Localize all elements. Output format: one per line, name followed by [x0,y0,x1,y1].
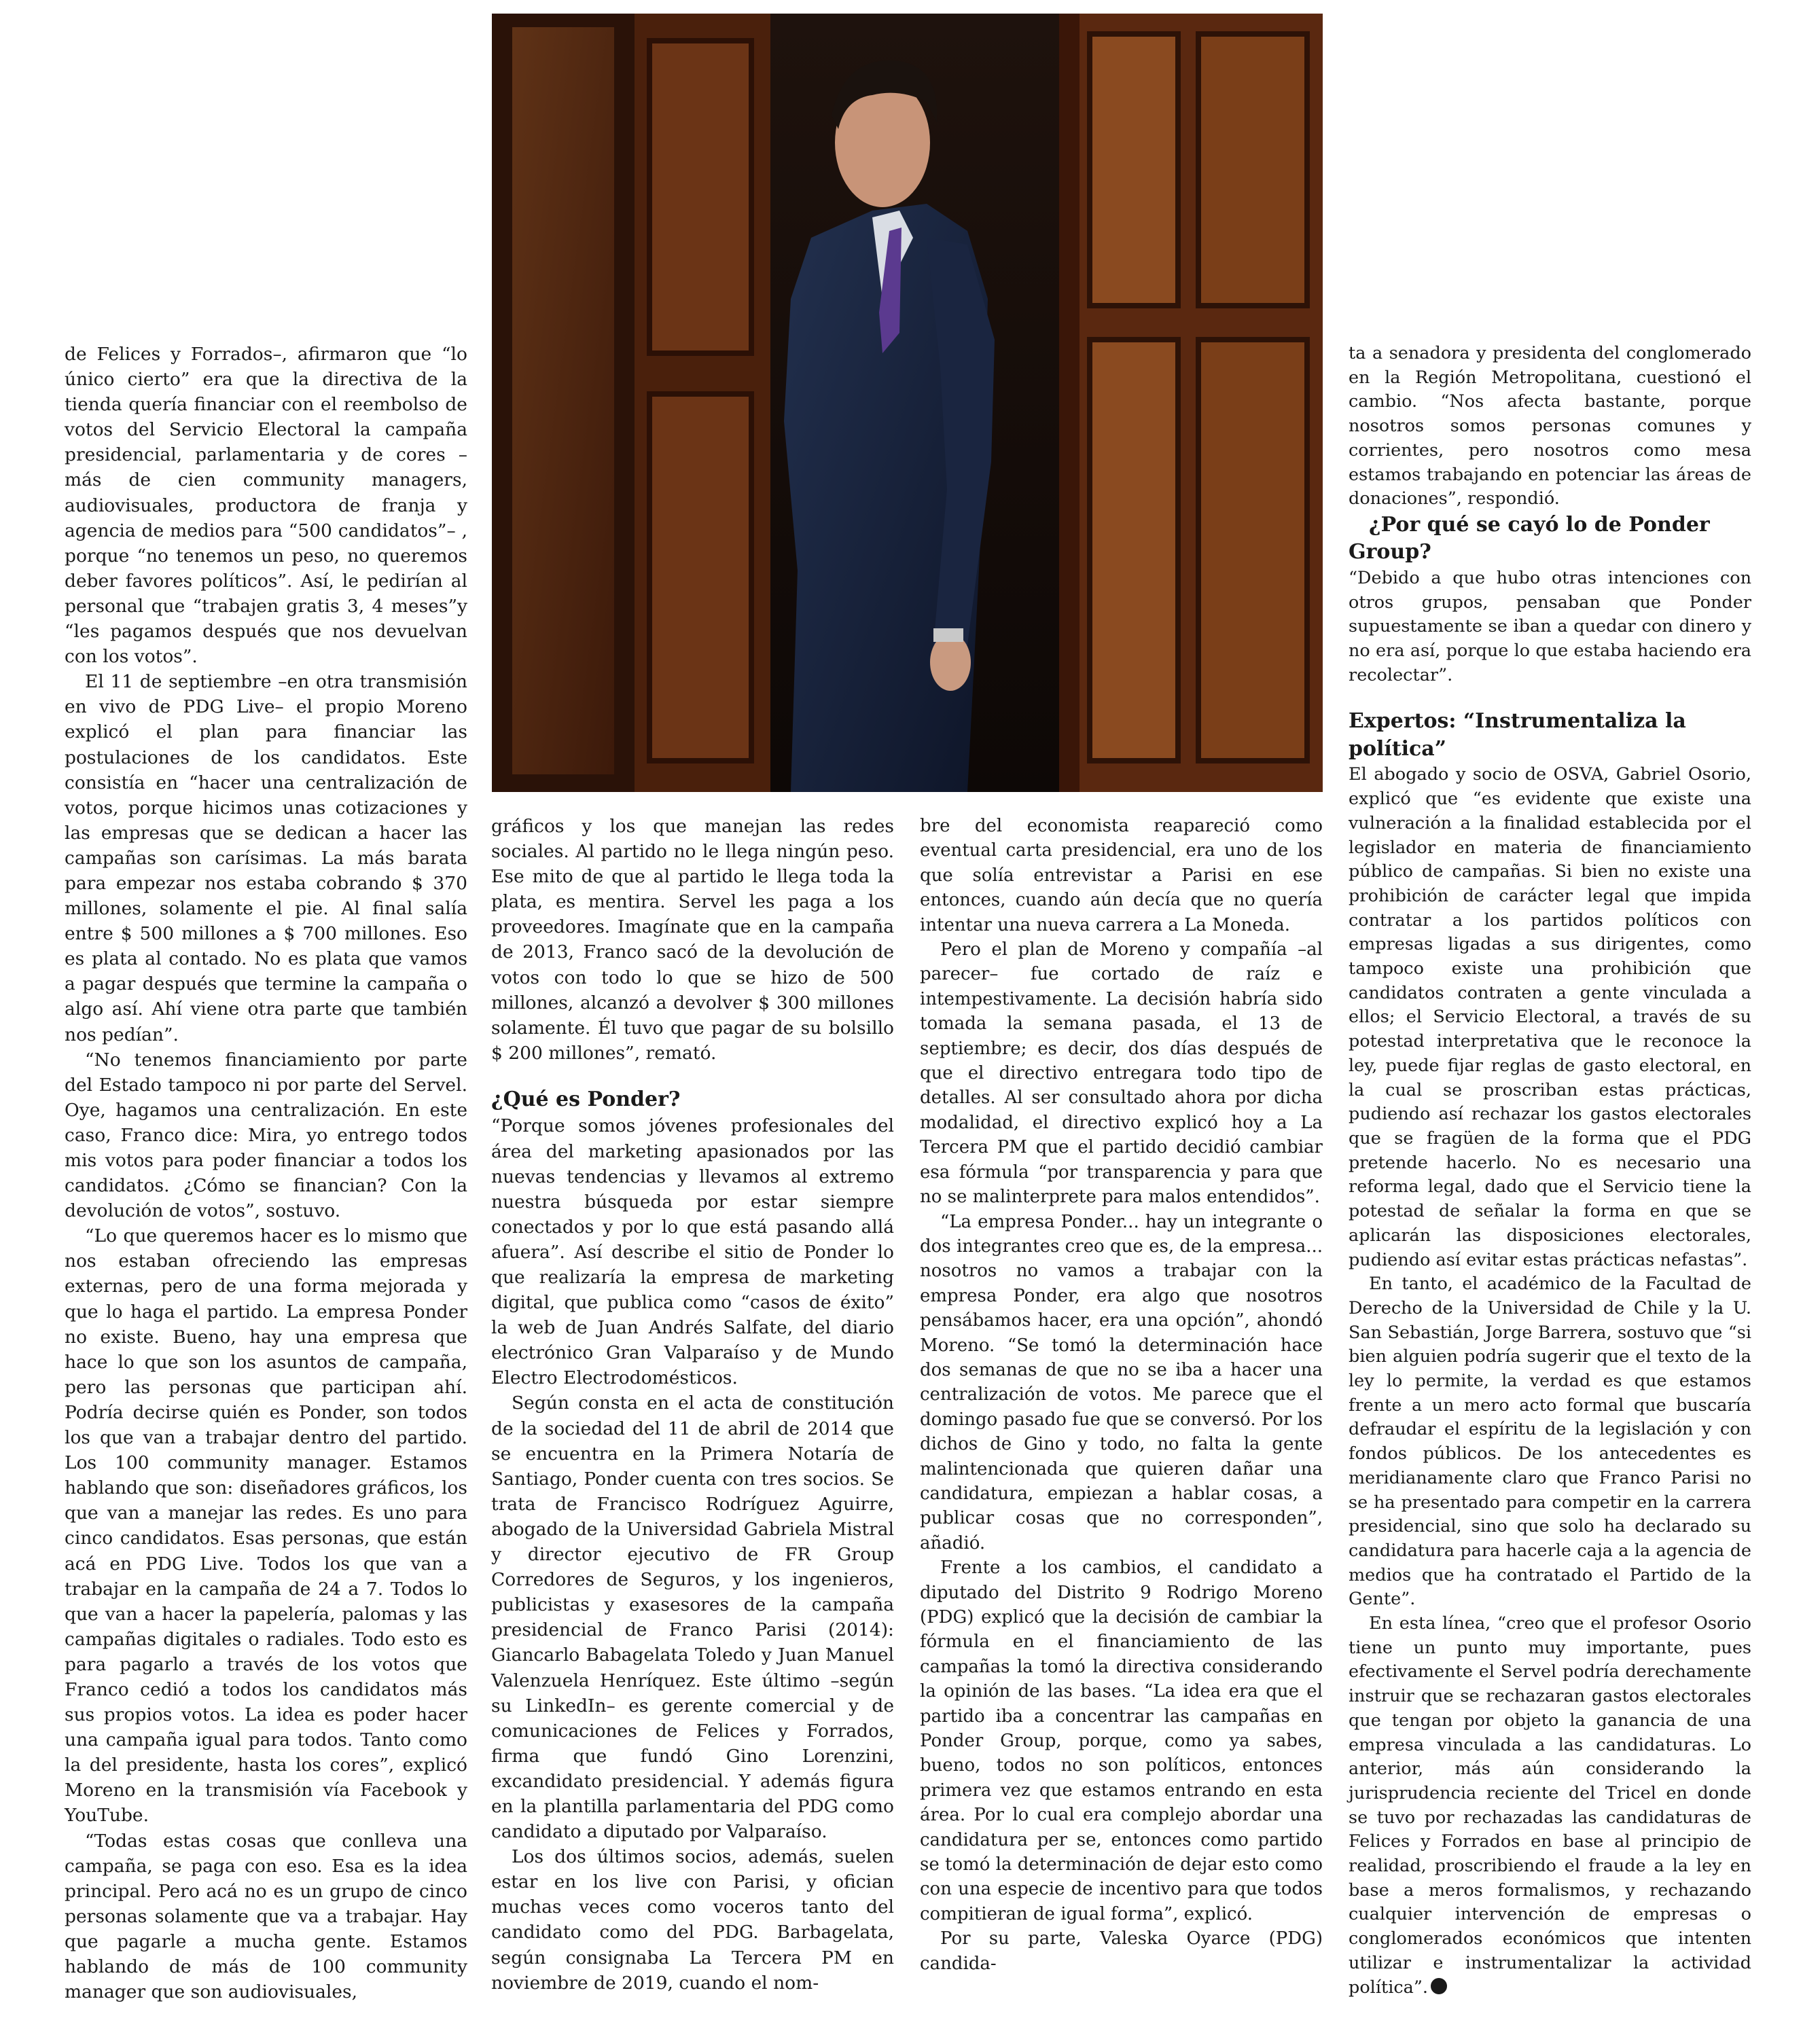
paragraph: bre del economista reapareció como eventual carta presidencial, era uno de los que solía entrevistar a Parisi en ese entonces, cuando aún decía que no quería intentar una nueva carrera a La Moneda. [920,816,1323,935]
paragraph: El 11 de septiembre –en otra transmisión en vivo de PDG Live– el propio Moreno explicó el plan para financiar las postulaciones de los candidatos. Este consistía en “hacer una centralización de votos, porque hicimos unas cotizaciones y las empresas que se dedican a hacer las campañas son carísimas. La más barata para empezar nos estaba cobrando $ 370 millones, solamente el pie. Al final salía entre $ 500 millones a $ 700 millones. Eso es plata al contado. No es plata que vamos a pagar después que termine la campaña o algo así. Ahí viene otra parte que también nos pedían”. [65,671,467,1045]
paragraph: “La empresa Ponder... hay un integrante o dos integrantes creo que es, de la empresa... nosotros no vamos a trabajar con la empresa Ponder, era algo que nosotros pensábamos hacer, era una opción”, ahondó Moreno. “Se tomó la determinación hace dos semanas de que no se iba a hacer una centralización de votos. Me parece que el domingo pasado fue que se conversó. Por los dichos de Gino y todo, no falta la gente malintencionada que quieren dañar una candidatura, empiezan a hablar cosas, a publicar cosas que no corresponden”, añadió. [920,1211,1323,1553]
paragraph: Por su parte, Valeska Oyarce (PDG) candida- [920,1928,1323,1974]
paragraph: Los dos últimos socios, además, suelen estar en los live con Parisi, y ofician muchas veces como voceros tanto del candidato como del PDG. Barbagelata, según consignaba La Tercera PM en noviembre de 2019, cuando el nom- [491,1846,894,1994]
section-heading: Expertos: “Instrumentaliza la política” [1349,709,1686,761]
paragraph: En tanto, el académico de la Facultad de Derecho de la Universidad de Chile y la U. San Sebastián, Jorge Barrera, sostuvo que “si bien alguien podría sugerir que el texto de la ley lo permite, la verdad es que estamos frente a un mero acto formal que buscaría defraudar el espíritu de la legislación y con fondos públicos. De los antecedentes es meridianamente claro que Franco Parisi no se ha presentado para competir en la carrera presidencial, sino que solo ha declarado su candidatura para hacerle caja a la agencia de medios que ha contratado el Partido de la Gente”. [1349,1274,1751,1610]
paragraph: “Todas estas cosas que conlleva una campaña, se paga con eso. Esa es la idea principal. Pero acá no es un grupo de cinco personas solamente que va a trabajar. Hay que pagarle a mucha gente. Estamos hablando de más de 100 community manager que son audiovisuales, [65,1830,467,2003]
paragraph: ta a senadora y presidenta del conglomerado en la Región Metropolitana, cuestionó el cambio. “Nos afecta bastante, porque nosotros somos personas comunes y corrientes, pero nosotros como mesa estamos trabajando en potenciar las áreas de donaciones”, respondió. [1349,343,1751,509]
paragraph: de Felices y Forrados–, afirmaron que “lo único cierto” era que la directiva de la tienda quería financiar con el reembolso de votos del Servicio Electoral la campaña presidencial, parlamentaria y de cores –más de cien community managers, audiovisuales, productora de franja y agencia de medios para “500 candidatos”– , porque “no tenemos un peso, no queremos deber favores políticos”. Así, le pedirían al personal que “trabajen gratis 3, 4 meses”y “les pagamos después que nos devuelvan con los votos”. [65,344,467,668]
end-of-article-icon [1431,1978,1447,1994]
article-column-2 [491,814,894,1996]
paragraph: “Lo que queremos hacer es lo mismo que nos estaban ofreciendo las empresas externas, pero de una forma mejorada y que lo haga el partido. La empresa Ponder no existe. Bueno, hay una empresa que hace lo que son los asuntos de campaña, pero las personas que participan ahí. Podría decirse quién es Ponder, son todos los que van a trabajar dentro del partido. Los 100 community manager. Estamos hablando que son: diseñadores gráficos, los que van a manejar las redes. Es uno para cinco candidatos. Esas personas, que están acá en PDG Live. Todos los que van a trabajar en la campaña de 24 a 7. Todos lo que van a hacer la papelería, palomas y las campañas digitales o radiales. Todo esto es para pagarlo a través de los votos que Franco cedió a todos los candidatos más sus propios votos. La idea es poder hacer una campaña igual para todos. Tanto como la del presidente, hasta los cores”, explicó Moreno en la transmisión vía Facebook y YouTube. [65,1225,467,1827]
article-column-1 [65,342,467,2004]
man-in-doorway-photo [492,14,1323,792]
paragraph: “Porque somos jóvenes profesionales del área del marketing apasionados por las nuevas tendencias y llevamos al extremo nuestra búsqueda por estar siempre conectados y por lo que está pasando allá afuera”. Así describe el sitio de Ponder lo que realizaría la empresa de marketing digital, que publica como “casos de éxito” la web de Juan Andrés Salfate, del diario electrónico Gran Valparaíso y de Mundo Electro Electrodomésticos. [491,1115,894,1389]
article-column-4 [1349,342,1751,2000]
paragraph-text: En esta línea, “creo que el profesor Osorio tiene un punto muy importante, pues efectivamente el Servel podría derechamente instruir que se rechazaran gastos electorales que tengan por objeto la ganancia de una empresa vinculada a las candidaturas. Lo anterior, más aún considerando la jurisprudencia reciente del Tricel en donde se tuvo por rechazadas las candidaturas de Felices y Forrados en base al principio de realidad, proscribiendo el fraude a la ley en base a meros formalismos, y rechazando cualquier intervención de empresas o conglomerados económicos que intenten utilizar e instrumentalizar la actividad política”. [1349,1613,1751,1998]
paragraph: “Debido a que hubo otras intenciones con otros grupos, pensaban que Ponder supuestamente se iban a quedar con dinero y no era así, porque lo que estaba haciendo era recolectar”. [1349,567,1751,685]
paragraph: gráficos y los que manejan las redes sociales. Al partido no le llega ningún peso. Ese mito de que al partido le llega toda la plata, es mentira. Servel les paga a los proveedores. Imagínate que en la campaña de 2013, Franco sacó de la devolución de votos con todo lo que se hizo de 500 millones, alcanzó a devolver $ 300 millones solamente. Él tuvo que pagar de su bolsillo $ 200 millones”, remató. [491,816,894,1064]
article-photo [492,14,1323,792]
paragraph: Pero el plan de Moreno y compañía –al parecer– fue cortado de raíz e intempestivamente. La decisión habría sido tomada la semana pasada, el 13 de septiembre; es decir, dos días después de que el directivo entregara todo tipo de detalles. Al ser consultado ahora por dicha modalidad, el directivo explicó hoy a La Tercera PM que el partido decidió cambiar esa fórmula “por transparencia y para que no se malinterprete para malos entendidos”. [920,939,1323,1208]
paragraph [1349,1612,1751,2000]
paragraph: “No tenemos financiamiento por parte del Estado tampoco ni por parte del Servel. Oye, hagamos una centralización. En este caso, Franco dice: Mira, yo entrego todos mis votos para poder financiar a todos los candidatos. ¿Cómo se financian? Con la devolución de votos”, sostuvo. [65,1049,467,1222]
section-heading: ¿Qué es Ponder? [491,1087,681,1111]
paragraph: Frente a los cambios, el candidato a diputado del Distrito 9 Rodrigo Moreno (PDG) explicó que la decisión de cambiar la fórmula en el financiamiento de las campañas la tomó la directiva considerando la opinión de las bases. “La idea era que el partido iba a concentrar las campañas en Ponder Group, porque, como ya sabes, bueno, todos no son políticos, entonces primera vez que estamos entrando en esta área. Por lo cual era complejo abordar una candidatura per se, entonces como partido se tomó la determinación de dejar esto como con una especie de incentivo para que todos compitieran de igual forma”, explicó. [920,1558,1323,1924]
paragraph: Según consta en el acta de constitución de la sociedad del 11 de abril de 2014 que se encuentra en la Primera Notaría de Santiago, Ponder cuenta con tres socios. Se trata de Francisco Rodríguez Aguirre, abogado de la Universidad Gabriela Mistral y director ejecutivo de FR Group Corredores de Seguros, y los ingenieros, publicistas y exasesores de la campaña presidencial de Franco Parisi (2014): Giancarlo Babagelata Toledo y Juan Manuel Valenzuela Henríquez. Este último –según su LinkedIn– es gerente comercial y de comunicaciones de Felices y Forrados, firma que fundó Gino Lorenzini, excandidato presidencial. Y además figura en la plantilla parlamentaria del PDG como candidato a diputado por Valparaíso. [491,1392,894,1843]
article-column-3 [920,814,1323,1976]
interview-question: ¿Por qué se cayó lo de Ponder Group? [1349,512,1710,564]
paragraph: El abogado y socio de OSVA, Gabriel Osorio, explicó que “es evidente que existe una vulneración a la finalidad establecida por el legislador en materia de financiamiento público de campañas. Si bien no existe una prohibición de carácter legal que impida contratar a los partidos políticos con empresas ligadas a sus dirigentes, como tampoco existe una prohibición que candidatos contraten a gente vinculada a ellos; el Servicio Electoral, a través de su potestad interpretativa que le reconoce la ley, puede fijar reglas de gasto electoral, en la cual se proscriban estas prácticas, pudiendo así rechazar los gastos electorales que se fragüen de la forma que el PDG pretende hacerlo. No es necesario una reforma legal, dado que el Servicio tiene la potestad de señalar la forma en que se aplicarán las disposiciones electorales, pudiendo así evitar estas prácticas nefastas”. [1349,764,1751,1270]
